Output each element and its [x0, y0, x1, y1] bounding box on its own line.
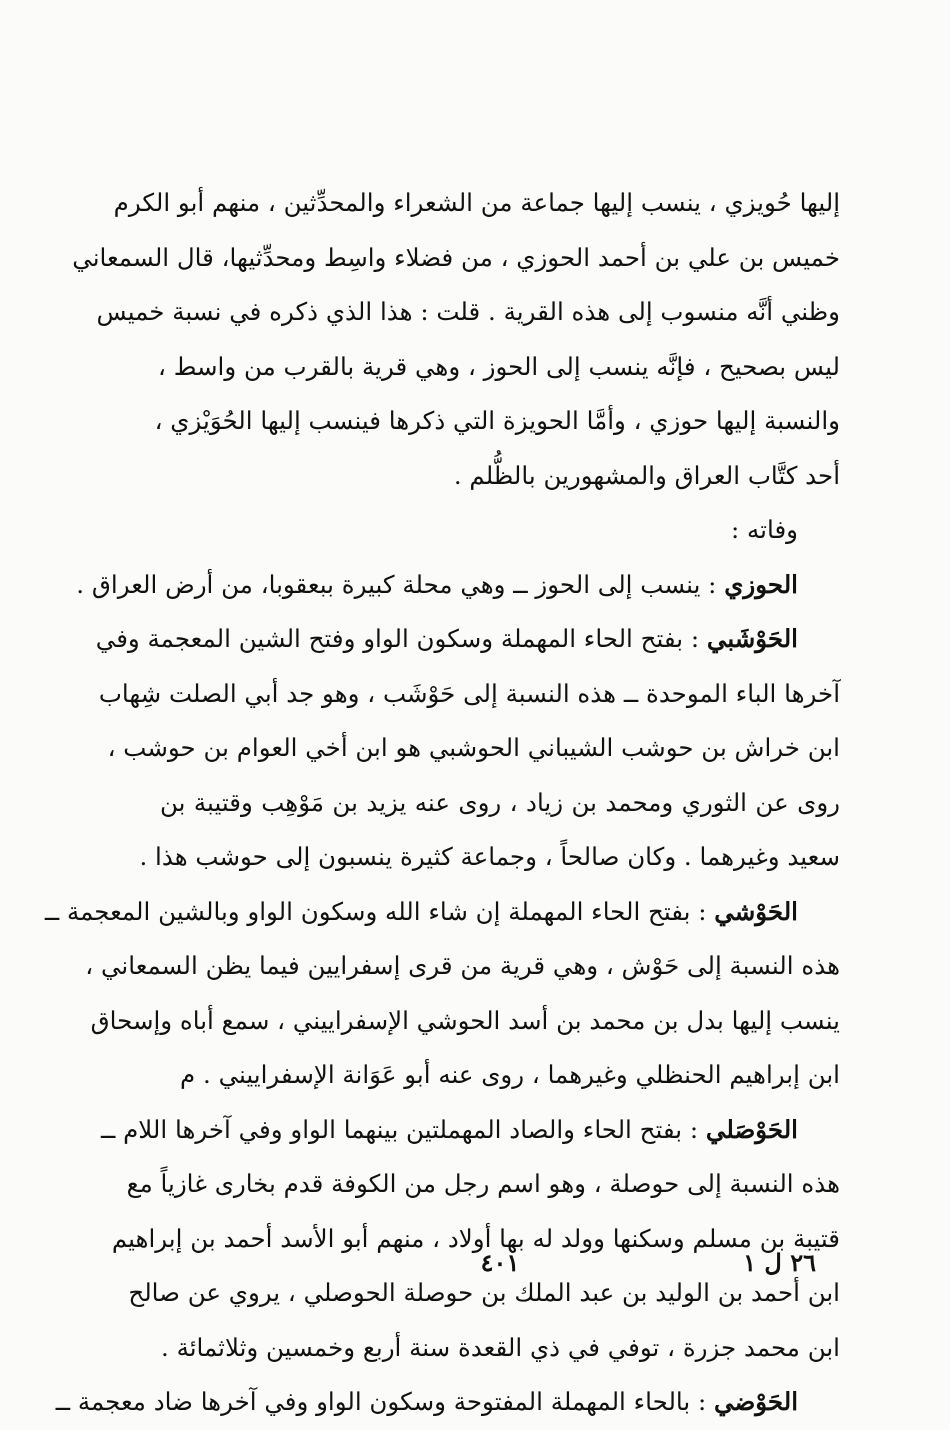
- line-text: : بفتح الحاء المهملة وسكون الواو وفتح الشين المعجمة وفي: [95, 624, 707, 653]
- line-text: سعيد وغيرهما . وكان صالحاً ، وجماعة كثيرة ينسبون إلى حوشب هذا .: [139, 842, 840, 871]
- text-line: [98, 667, 840, 722]
- text-line: [85, 939, 840, 994]
- entry-headword: الحَوْشَبي: [706, 624, 798, 653]
- entry-headword: الحَوْضي: [714, 1387, 798, 1416]
- line-text: : بفتح الحاء والصاد المهملتين بينهما الواو وفي آخرها اللام ــ: [101, 1114, 706, 1144]
- text-line: [160, 449, 840, 504]
- line-text: قتيبة بن مسلم وسكنها وولد له بها أولاد ، منهم أبو الأسد أحمد بن إبراهيم: [111, 1223, 840, 1253]
- line-text: خميس بن علي بن أحمد الحوزي ، من فضلاء واسِط ومحدِّثيها، قال السمعاني: [72, 242, 840, 272]
- line-text: ابن إبراهيم الحنظلي وغيرهما ، روى عنه أبو عَوَانة الإسفراييني . م: [180, 1060, 840, 1089]
- text-line: [101, 1103, 840, 1158]
- text-line: [160, 776, 840, 831]
- line-text: ابن خراش بن حوشب الشيباني الحوشبي هو ابن أخي العوام بن حوشب ،: [107, 733, 840, 762]
- line-text: ابن محمد جزرة ، توفي في ذي القعدة سنة أربع وخمسين وثلاثمائة .: [161, 1332, 840, 1362]
- line-text: : بفتح الحاء المهملة إن شاء الله وسكون الواو وبالشين المعجمة ــ: [44, 896, 715, 926]
- text-line: [160, 340, 840, 395]
- entry-headword: الحوزي: [724, 569, 798, 599]
- text-line: [107, 721, 840, 776]
- line-text: : بالحاء المهملة المفتوحة وسكون الواو وفي آخرها ضاد معجمة ــ: [55, 1387, 715, 1416]
- text-line: [96, 285, 840, 340]
- text-line: [160, 503, 840, 558]
- line-text: إليها حُويزي ، ينسب إليها جماعة من الشعراء والمحدِّثين ، منهم أبو الكرم: [113, 188, 840, 217]
- text-line: [160, 1048, 840, 1103]
- line-text: والنسبة إليها حوزي ، وأمَّا الحويزة التي ذكرها فينسب إليها الحُوَيْزي ،: [154, 406, 840, 435]
- text-line: [44, 885, 840, 940]
- line-text: هذه النسبة إلى حَوْش ، وهي قرية من قرى إسفرايين فيما يظن السمعاني ،: [85, 951, 840, 980]
- line-text: ليس بصحيح ، فإنَّه ينسب إلى الحوز ، وهي قرية بالقرب من واسط ،: [158, 351, 840, 381]
- text-line: [72, 231, 840, 286]
- text-line: [76, 558, 840, 613]
- signature-mark: ٢٦ ل ١: [743, 1248, 816, 1277]
- text-line: [55, 1375, 840, 1430]
- line-text: : ينسب إلى الحوز ــ وهي محلة كبيرة ببعقوبا، من أرض العراق .: [76, 569, 725, 599]
- line-text: ينسب إليها بدل بن محمد بن أسد الحوشي الإسفراييني ، سمع أباه وإسحاق: [90, 1005, 840, 1035]
- line-text: هذه النسبة إلى حوصلة ، وهو اسم رجل من الكوفة قدم بخارى غازياً مع: [126, 1169, 840, 1198]
- entry-headword: الحَوْصَلي: [705, 1114, 798, 1144]
- entry-headword: الحَوْشي: [714, 896, 798, 926]
- text-line: [126, 1157, 840, 1212]
- line-text: وفاته :: [730, 515, 798, 544]
- line-text: آخرها الباء الموحدة ــ هذه النسبة إلى حَوْشَب ، وهو جد أبي الصلت شِهاب: [98, 678, 840, 708]
- line-text: وظني أنَّه منسوب إلى هذه القرية . قلت : هذا الذي ذكره في نسبة خميس: [96, 297, 840, 326]
- line-text: ابن أحمد بن الوليد بن عبد الملك بن حوصلة الحوصلي ، يروي عن صالح: [128, 1278, 840, 1307]
- text-line: [139, 830, 840, 885]
- line-text: روى عن الثوري ومحمد بن زياد ، روى عنه يزيد بن مَوْهِب وقتيبة بن: [160, 787, 840, 817]
- text-line: [90, 994, 840, 1049]
- page-footer: [160, 1238, 840, 1288]
- text-line: [95, 612, 840, 667]
- page-number: ٤٠١: [480, 1248, 520, 1277]
- line-text: أحد كتَّاب العراق والمشهورين بالظُّلم .: [453, 460, 840, 490]
- text-line: [113, 176, 840, 231]
- text-line: [154, 394, 840, 449]
- text-line: [160, 1321, 840, 1376]
